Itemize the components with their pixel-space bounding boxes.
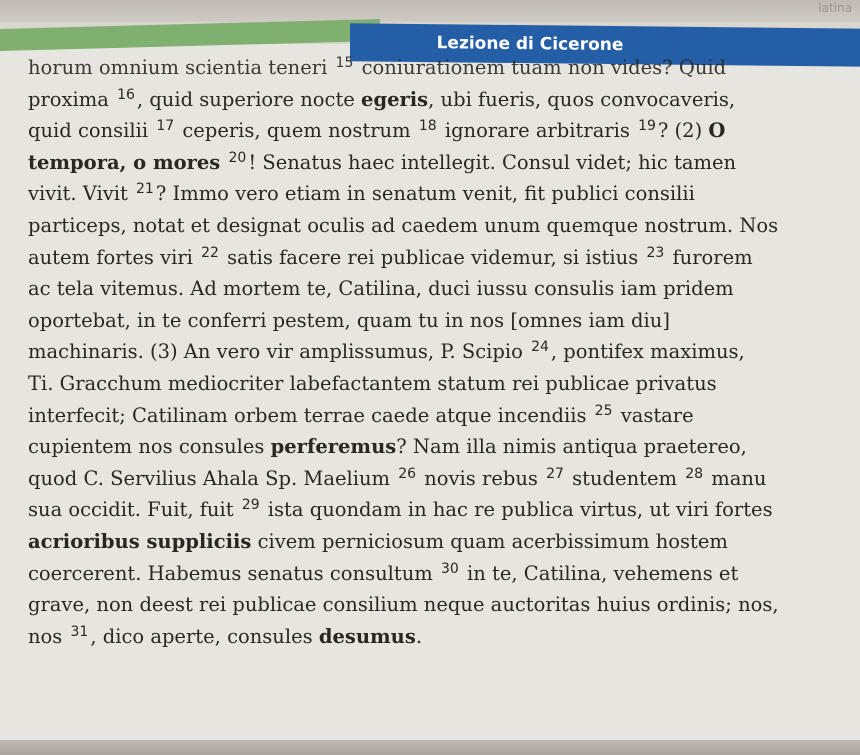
text-segment: ! Senatus haec intellegit. Consul videt; hic tamen <box>248 150 737 174</box>
text-line <box>28 431 848 463</box>
text-segment: interfecit; Catilinam orbem terrae caede atque incendiis <box>28 403 593 427</box>
text-segment: nos <box>28 624 69 648</box>
text-line <box>28 305 848 337</box>
text-line <box>28 242 848 274</box>
footnote-number: 22 <box>201 244 219 261</box>
text-line <box>28 147 848 179</box>
bold-word: tempora, o mores <box>28 150 221 174</box>
corner-text: latina <box>818 1 852 15</box>
bold-word: acrioribus suppliciis <box>28 529 252 553</box>
text-segment: ? Immo vero etiam in senatum venit, fit publici consilii <box>155 182 695 206</box>
text-segment: sua occidit. Fuit, fuit <box>28 498 240 522</box>
text-segment: furorem <box>666 245 753 269</box>
footnote-number: 28 <box>685 465 704 482</box>
text-segment: quod C. Servilius Ahala Sp. Maelium <box>28 466 397 490</box>
text-line <box>28 589 848 621</box>
footnote-number: 27 <box>546 465 564 482</box>
bold-word: egeris <box>361 87 429 111</box>
text-segment: coniurationem tuam non vides? Quid <box>355 56 727 79</box>
text-segment: vastare <box>614 403 694 427</box>
text-segment: vivit. Vivit <box>28 182 135 206</box>
footnote-number: 31 <box>70 623 89 640</box>
text-segment: , ubi fueris, quos convocaveris, <box>428 87 736 111</box>
text-segment: , pontifex maximus, <box>550 340 745 364</box>
text-line <box>28 210 848 242</box>
text-line <box>28 621 848 653</box>
text-segment: novis rebus <box>418 466 545 490</box>
text-segment: , dico aperte, consules <box>90 624 319 648</box>
footnote-number: 29 <box>241 497 260 514</box>
bold-word: O <box>708 119 726 143</box>
text-segment: ? (2) <box>657 119 709 143</box>
text-line <box>28 115 848 147</box>
bold-word: desumus <box>318 624 416 648</box>
text-segment: ista quondam in hac re publica virtus, ut viri fortes <box>261 498 773 522</box>
text-segment: satis facere rei publicae videmur, si istius <box>220 245 645 269</box>
footnote-number: 15 <box>335 55 354 71</box>
footnote-number: 26 <box>398 465 417 482</box>
text-segment: in te, Catilina, vehemens et <box>460 561 739 585</box>
text-line <box>28 52 848 84</box>
footnote-number: 17 <box>156 118 175 135</box>
text-segment: ac tela vitemus. Ad mortem te, Catilina, duci iussu consulis iam pridem <box>28 277 734 301</box>
text-line <box>28 400 848 432</box>
footnote-number: 20 <box>228 149 247 166</box>
text-line <box>28 558 848 590</box>
text-segment: quid consilii <box>28 119 155 143</box>
text-segment: coercerent. Habemus senatus consultum <box>28 561 439 585</box>
footnote-number: 18 <box>418 118 437 135</box>
footnote-number: 19 <box>638 118 656 135</box>
text-line <box>28 368 848 400</box>
text-segment: . <box>415 624 423 648</box>
text-line <box>28 178 848 210</box>
text-segment: particeps, notat et designat oculis ad caedem unum quemque nostrum. Nos <box>28 213 779 237</box>
text-line <box>28 494 848 526</box>
text-line <box>28 463 848 495</box>
latin-text-body <box>28 52 848 652</box>
text-segment: cupientem nos consules <box>28 435 271 459</box>
bottom-edge-shadow <box>0 740 860 755</box>
text-segment: studentem <box>565 466 684 490</box>
text-segment: grave, non deest rei publicae consilium neque auctoritas huius ordinis; nos, <box>28 593 779 617</box>
text-segment: Ti. Gracchum mediocriter labefactantem statum rei publicae privatus <box>28 371 717 395</box>
text-segment: proxima <box>28 87 116 111</box>
footnote-number: 23 <box>646 244 665 261</box>
footnote-number: 30 <box>441 560 459 577</box>
text-line <box>28 526 848 558</box>
text-segment <box>220 151 226 174</box>
top-edge-strip <box>0 0 860 22</box>
text-segment: machinaris. (3) An vero vir amplissumus, P. Scipio <box>28 340 530 364</box>
text-segment: autem fortes viri <box>28 245 200 269</box>
text-segment: ? Nam illa nimis antiqua praetereo, <box>396 435 747 459</box>
text-segment: ignorare arbitraris <box>438 119 637 143</box>
text-line <box>28 84 848 116</box>
text-segment: , quid superiore nocte <box>136 87 362 111</box>
text-segment: manu <box>705 466 767 490</box>
footnote-number: 25 <box>594 402 613 419</box>
lesson-title: Lezione di Cicerone <box>436 33 624 56</box>
text-segment: oportebat, in te conferri pestem, quam tu in nos [omnes iam diu] <box>28 308 670 332</box>
footnote-number: 24 <box>531 339 549 356</box>
text-segment: ceperis, quem nostrum <box>176 119 417 143</box>
footnote-number: 16 <box>117 86 135 103</box>
text-segment: civem perniciosum quam acerbissimum hostem <box>251 529 728 553</box>
text-segment: horum omnium scientia teneri <box>28 56 334 79</box>
bold-word: perferemus <box>270 435 397 459</box>
text-line <box>28 336 848 368</box>
text-line <box>28 273 848 305</box>
footnote-number: 21 <box>136 181 154 198</box>
